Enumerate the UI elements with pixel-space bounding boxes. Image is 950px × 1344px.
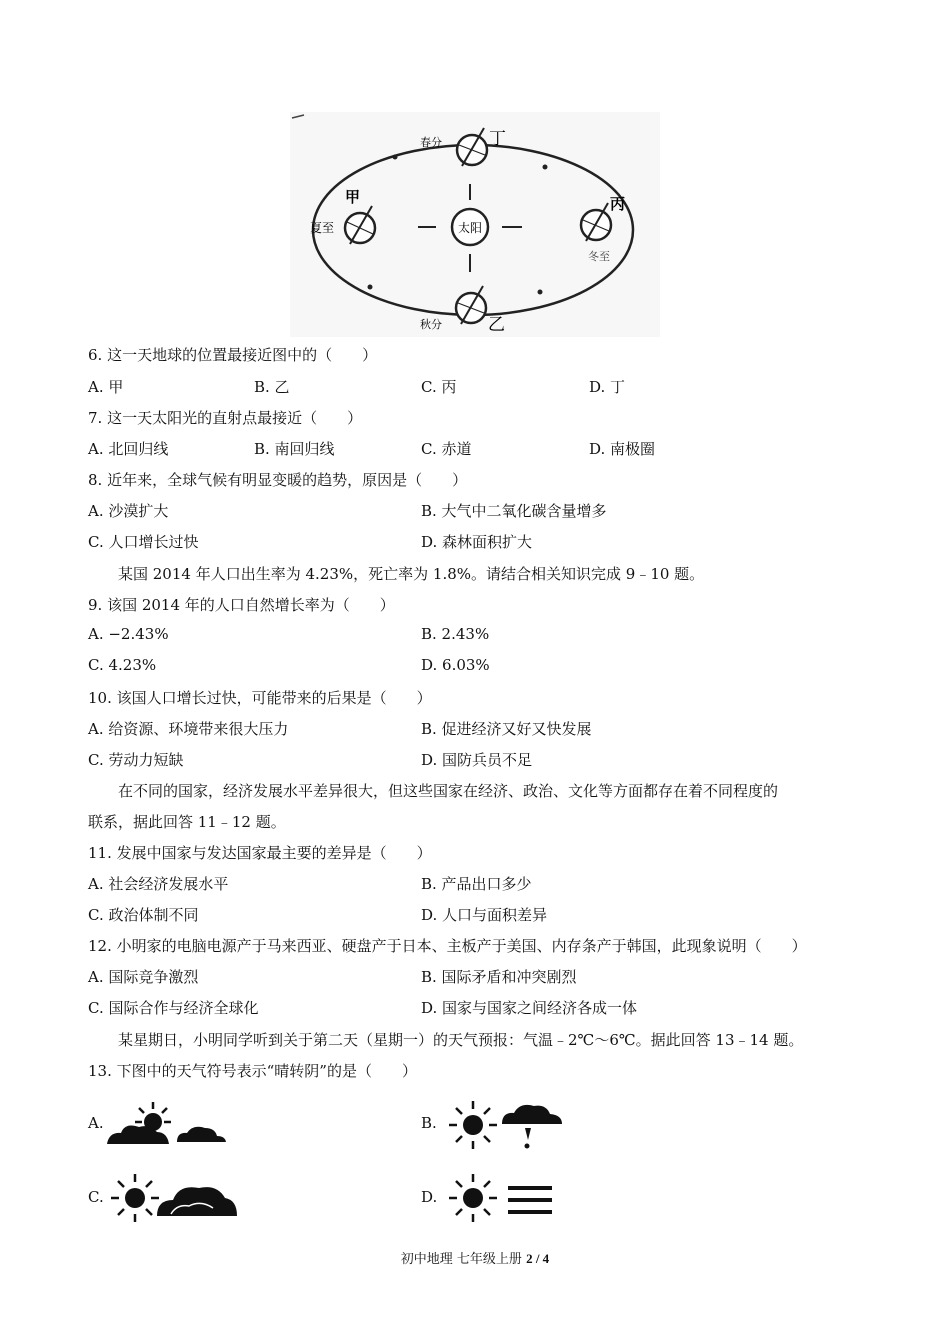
label-yi: 乙 (488, 315, 505, 335)
question-12-stem: 12. 小明家的电脑电源产于马来西亚、硬盘产于日本、主板产于美国、内存条产于韩国，此现象说明（ ） (88, 937, 807, 955)
q13-option-b: B. (421, 1114, 437, 1132)
question-6-stem: 6. 这一天地球的位置最接近图中的（ ） (88, 346, 378, 364)
q8-option-a: A. 沙漠扩大 (88, 502, 169, 520)
q13-option-d: D. (421, 1188, 438, 1206)
q10-option-d: D. 国防兵员不足 (421, 751, 533, 769)
q12-option-a: A. 国际竞争激烈 (88, 968, 199, 986)
q11-option-c: C. 政治体制不同 (88, 906, 199, 924)
q6-option-d: D. 丁 (589, 378, 626, 396)
question-11-stem: 11. 发展中国家与发达国家最主要的差异是（ ） (88, 844, 432, 862)
q9-option-c: C. 4.23% (88, 656, 157, 674)
q9-option-a: A. −2.43% (88, 625, 169, 643)
q9-option-d: D. 6.03% (421, 656, 490, 674)
question-7-stem: 7. 这一天太阳光的直射点最接近（ ） (88, 409, 363, 427)
q6-option-c: C. 丙 (421, 378, 457, 396)
q10-option-c: C. 劳动力短缺 (88, 751, 184, 769)
sun-label: 太阳 (457, 221, 483, 235)
q12-option-d: D. 国家与国家之间经济各成一体 (421, 999, 638, 1017)
page-number: 2 / 4 (526, 1251, 550, 1266)
q6-option-a: A. 甲 (88, 378, 124, 396)
q7-option-b: B. 南回归线 (254, 440, 335, 458)
q11-option-b: B. 产品出口多少 (421, 875, 532, 893)
term-summer: 夏至 (310, 221, 335, 235)
q8-option-d: D. 森林面积扩大 (421, 533, 533, 551)
label-ding: 丁 (489, 129, 506, 149)
q11-option-d: D. 人口与面积差异 (421, 906, 548, 924)
q7-option-a: A. 北回归线 (88, 440, 169, 458)
q13-option-c: C. (88, 1188, 104, 1206)
footer-text: 初中地理 七年级上册 (400, 1252, 527, 1267)
term-spring: 春分 (420, 136, 442, 149)
question-13-stem: 13. 下图中的天气符号表示“晴转阴”的是（ ） (88, 1062, 417, 1080)
q10-option-a: A. 给资源、环境带来很大压力 (88, 720, 289, 738)
sunny-to-cloudy-weather-icon (105, 1100, 230, 1148)
q6-option-b: B. 乙 (254, 378, 290, 396)
q7-option-d: D. 南极圈 (589, 440, 656, 458)
sunny-to-overcast-weather-icon (105, 1170, 240, 1225)
q13-option-a: A. (88, 1114, 104, 1132)
q8-option-b: B. 大气中二氧化碳含量增多 (421, 502, 607, 520)
question-10-stem: 10. 该国人口增长过快，可能带来的后果是（ ） (88, 689, 432, 707)
q9-option-b: B. 2.43% (421, 625, 490, 643)
earth-orbit-diagram (290, 112, 660, 337)
question-8-stem: 8. 近年来，全球气候有明显变暖的趋势，原因是（ ） (88, 471, 468, 489)
intro-9-10: 某国 2014 年人口出生率为 4.23%，死亡率为 1.8%。请结合相关知识完成 9﹣10 题。 (118, 565, 705, 583)
q12-option-c: C. 国际合作与经济全球化 (88, 999, 259, 1017)
term-winter: 冬至 (588, 250, 610, 263)
q7-option-c: C. 赤道 (421, 440, 472, 458)
q8-option-c: C. 人口增长过快 (88, 533, 199, 551)
intro-11-12-line1: 在不同的国家，经济发展水平差异很大，但这些国家在经济、政治、文化等方面都存在着不同程度的 (118, 782, 779, 800)
intro-11-12-line2: 联系，据此回答 11﹣12 题。 (88, 813, 286, 831)
label-jia: 甲 (345, 188, 361, 206)
sunny-to-fog-weather-icon (440, 1170, 560, 1225)
sunny-to-rain-weather-icon (440, 1098, 565, 1156)
label-bing: 丙 (610, 195, 626, 213)
q11-option-a: A. 社会经济发展水平 (88, 875, 229, 893)
term-autumn: 秋分 (420, 318, 442, 331)
q12-option-b: B. 国际矛盾和冲突剧烈 (421, 968, 577, 986)
page-footer (0, 1248, 950, 1267)
q10-option-b: B. 促进经济又好又快发展 (421, 720, 592, 738)
question-9-stem: 9. 该国 2014 年的人口自然增长率为（ ） (88, 596, 395, 614)
intro-13-14: 某星期日，小明同学听到关于第二天（星期一）的天气预报：气温﹣2℃～6℃。据此回答 13﹣14 题。 (118, 1031, 804, 1049)
